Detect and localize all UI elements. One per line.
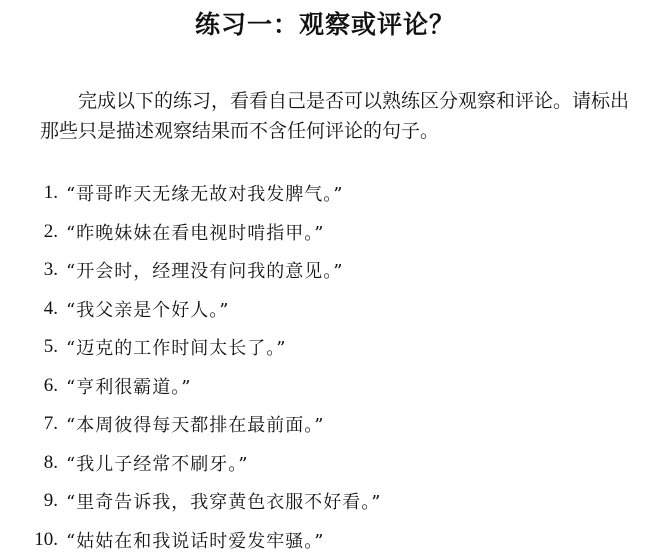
exercise-item-5 (22, 328, 642, 367)
item-sentence: “开会时，经理没有问我的意见。” (66, 257, 343, 283)
intro-text: 完成以下的练习，看看自己是否可以熟练区分观察和评论。请标出那些只是描述观察结果而不含任何评论的句子。 (40, 86, 646, 146)
item-sentence: “我儿子经常不刷牙。” (66, 450, 248, 476)
exercise-item-10 (22, 521, 642, 559)
exercise-item-7 (22, 405, 642, 444)
item-number: 5. (22, 336, 66, 358)
item-sentence: “本周彼得每天都排在最前面。” (66, 411, 324, 437)
exercise-list (22, 174, 642, 559)
item-number: 4. (22, 298, 66, 320)
intro-paragraph (40, 86, 646, 146)
item-sentence: “昨晚妹妹在看电视时啃指甲。” (66, 219, 324, 245)
item-number: 1. (22, 182, 66, 204)
exercise-item-1 (22, 174, 642, 213)
item-number: 10. (22, 529, 66, 551)
item-number: 2. (22, 221, 66, 243)
item-sentence: “我父亲是个好人。” (66, 296, 229, 322)
item-number: 3. (22, 259, 66, 281)
item-sentence: “里奇告诉我，我穿黄色衣服不好看。” (66, 488, 381, 514)
item-number: 7. (22, 413, 66, 435)
page-title: 练习一：观察或评论？ (0, 8, 650, 42)
item-number: 8. (22, 452, 66, 474)
item-sentence: “迈克的工作时间太长了。” (66, 334, 286, 360)
exercise-item-3 (22, 251, 642, 290)
item-sentence: “姑姑在和我说话时爱发牢骚。” (66, 527, 324, 553)
exercise-item-9 (22, 482, 642, 521)
exercise-item-2 (22, 213, 642, 252)
item-sentence: “亨利很霸道。” (66, 373, 191, 399)
exercise-item-4 (22, 290, 642, 329)
exercise-item-8 (22, 444, 642, 483)
item-sentence: “哥哥昨天无缘无故对我发脾气。” (66, 180, 343, 206)
item-number: 6. (22, 375, 66, 397)
item-number: 9. (22, 490, 66, 512)
exercise-item-6 (22, 367, 642, 406)
